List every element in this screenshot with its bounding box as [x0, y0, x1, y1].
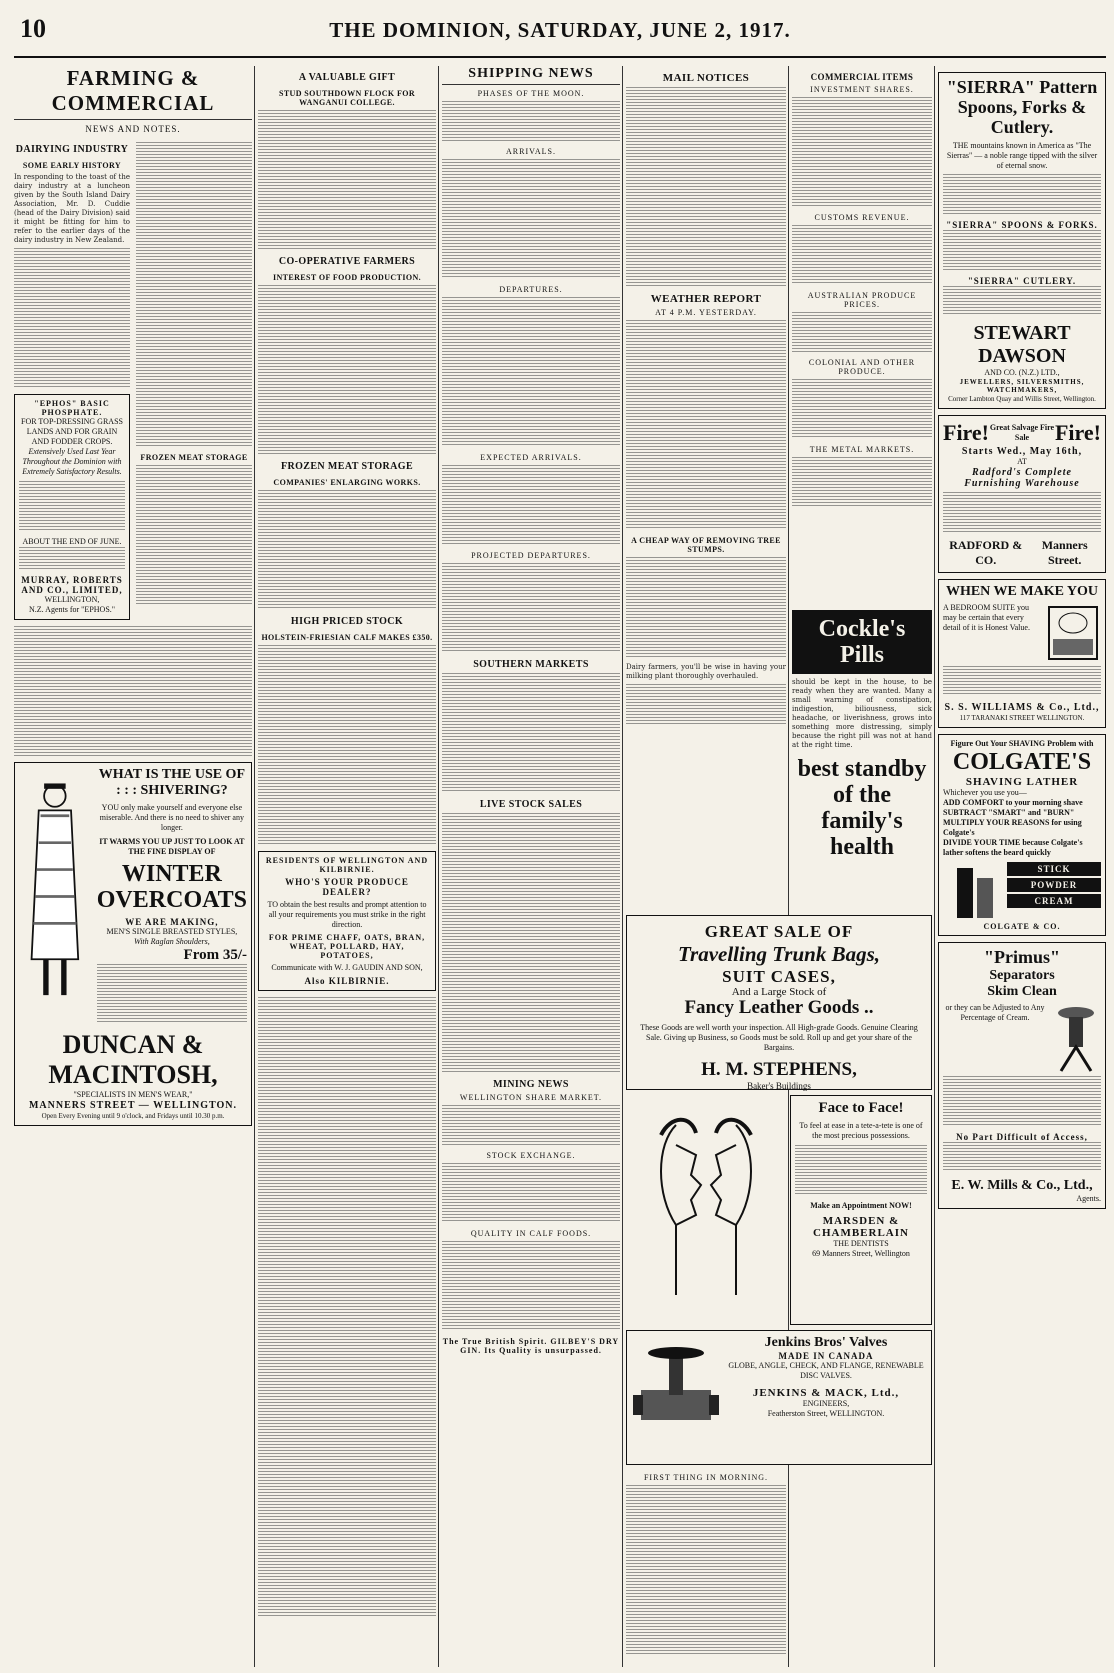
overcoats-ad: WHAT IS THE USE OF : : : SHIVERING? YOU only make yourself and everyone else miserable. And there is no need to shiver any longer. IT WARMS YOU UP JUST TO LOOK AT THE FINE DISPLAY OF WINTER OVERCOATS WE ARE MAKING, MEN'S SINGLE BREASTED STYLES, With Raglan Shoulders, From 35/- DUNCAN & MACINTOSH, "SPECIALISTS IN MEN'S WEAR," MANNERS STREET — WELLINGTON. Open Every Evening until 9 o'clock, and Fridays until 10.30 p.m. — [14, 762, 252, 1126]
cockles-ad: Cockle's Pills should be kept in the house, to be ready when they are wanted. Many a small warning of constipation, indigestion, biliousness, sick headache, or liverishness, grows into something more distressing, simply because the right pill was not at hand at the right time. best standby of the family's health — [792, 610, 932, 940]
man-in-overcoat-icon — [19, 767, 91, 1017]
article-heading: FROZEN MEAT STORAGE — [140, 453, 248, 462]
bedroom-suite-ad: WHEN WE MAKE YOU A BEDROOM SUITE you may be certain that every detail of it is Honest Value. S. S. WILLIAMS & Co., Ltd., 117 TARANAKI STREET WELLINGTON. — [938, 579, 1106, 728]
weather-heading: WEATHER REPORT — [650, 293, 762, 305]
article-heading: A CHEAP WAY OF REMOVING TREE STUMPS. — [631, 536, 781, 554]
column-commercial: COMMERCIAL ITEMS INVESTMENT SHARES. CUSTOMS REVENUE. AUSTRALIAN PRODUCE PRICES. COLONIAL AND OTHER PRODUCE. THE METAL MARKETS. — [792, 66, 932, 1667]
article-heading: LIVE STOCK SALES — [479, 799, 583, 810]
article-subheading: SOME EARLY HISTORY — [22, 161, 122, 170]
two-faces-icon — [636, 1105, 776, 1315]
masthead — [14, 12, 1106, 58]
colgate-ad: Figure Out Your SHAVING Problem with COLGATE'S SHAVING LATHER Whichever you use you— ADD COMFORT to your morning shave SUBTRACT "SMART" and "BURN" MULTIPLY YOUR REASONS for using Colgate's DIVIDE YOUR TIME because Colgate's lather softens the beard quickly STICK POWDER CREAM COLGATE & CO. — [938, 734, 1106, 936]
column-shipping: SHIPPING NEWS PHASES OF THE MOON. ARRIVALS. DEPARTURES. EXPECTED ARRIVALS. PROJECTED DEPARTURES. SOUTHERN MARKETS LIVE STOCK SALES MINING NEWS WELLINGTON SHARE MARKET. STOCK EXCHANGE. QUALITY IN CALF FOODS. The True British Spirit. GILBEY'S DRY GIN. Its Quality is unsurpassed. — [442, 66, 620, 1355]
section-subtitle: NEWS AND NOTES. — [85, 124, 181, 134]
mail-heading: MAIL NOTICES — [662, 72, 750, 84]
sierra-ad: "SIERRA" Pattern Spoons, Forks & Cutlery. THE mountains known in America as "The Sierras" — a noble range tipped with the silver of eternal snow. "SIERRA" SPOONS & FORKS. "SIERRA" CUTLERY. STEWART DAWSON AND CO. (N.Z.) LTD., JEWELLERS, SILVERSMITHS, WATCHMAKERS, Corner Lambton Quay and Willis Street, Wellington. — [938, 72, 1106, 409]
wardrobe-icon — [1045, 603, 1101, 663]
section-title: FARMING & COMMERCIAL — [14, 66, 252, 120]
article-text: In responding to the toast of the dairy industry at a luncheon given by the South Island Dairy Association, Mr. D. Cuddie (head of the Dairy Division) said it might be fitting for him to refer to the earlier days of the dairy industry in New Zealand. — [14, 173, 130, 244]
newspaper-title: THE DOMINION, SATURDAY, JUNE 2, 1917. — [329, 18, 791, 42]
column-farming — [14, 66, 252, 1667]
column-gift: A VALUABLE GIFT STUD SOUTHDOWN FLOCK FOR WANGANUI COLLEGE. CO-OPERATIVE FARMERS INTEREST OF FOOD PRODUCTION. FROZEN MEAT STORAGE COMPANIES' ENLARGING WORKS. HIGH PRICED STOCK HOLSTEIN-FRIESIAN CALF MAKES £350. RESIDENTS OF WELLINGTON AND KILBIRNIE. WHO'S YOUR PRODUCE DEALER? TO obtain the best results and prompt attention to all your requirements you must strike in the right direction. FOR PRIME CHAFF, OATS, BRAN, WHEAT, POLLARD, HAY, POTATOES, Communicate with W. J. GAUDIN AND SON, Also KILBIRNIE. — [258, 66, 436, 1667]
valve-icon — [631, 1335, 721, 1460]
shipping-heading: SHIPPING NEWS — [442, 66, 620, 85]
article-heading: SOUTHERN MARKETS — [473, 659, 589, 670]
fire-sale-ad: Fire! Great Salvage Fire Sale Fire! Starts Wed., May 16th, AT Radford's Complete Furnishing Warehouse RADFORD & CO. Manners Street. — [938, 415, 1106, 573]
article-heading: FROZEN MEAT STORAGE — [280, 461, 414, 472]
commercial-heading: COMMERCIAL ITEMS — [810, 72, 914, 82]
column-ads — [938, 66, 1106, 1667]
article-heading: A VALUABLE GIFT — [298, 72, 396, 83]
produce-dealer-ad: RESIDENTS OF WELLINGTON AND KILBIRNIE. WHO'S YOUR PRODUCE DEALER? TO obtain the best results and prompt attention to all your requirements you must strike in the right direction. FOR PRIME CHAFF, OATS, BRAN, WHEAT, POLLARD, HAY, POTATOES, Communicate with W. J. GAUDIN AND SON, Also KILBIRNIE. — [258, 851, 436, 991]
shaving-stick-icon — [943, 862, 1003, 922]
dentist-ad: Face to Face! To feel at ease in a tete-a-tete is one of the most precious possessions. Make an Appointment NOW! MARSDEN & CHAMBERLAIN THE DENTISTS 69 Manners Street, Wellington — [790, 1095, 932, 1325]
article-subheading: STUD SOUTHDOWN FLOCK FOR WANGANUI COLLEGE. — [278, 89, 416, 107]
cream-separator-icon — [1051, 1003, 1101, 1073]
article-heading: MINING NEWS — [493, 1079, 569, 1090]
trunk-sale-ad: GREAT SALE OF Travelling Trunk Bags, SUIT CASES, And a Large Stock of Fancy Leather Goods .. These Goods are well worth your inspection. All High-grade Goods. Genuine Clearing Sale. Giving up Business, so Goods must be sold. Roll up and get your share of the Bargains. H. M. STEPHENS, Baker's Buildings — [626, 915, 932, 1090]
ephos-ad: "EPHOS" BASIC PHOSPHATE. FOR TOP-DRESSING GRASS LANDS AND FOR GRAIN AND FODDER CROPS. Extensively Used Last Year Throughout the Dominion with Extremely Satisfactory Results. ABOUT THE END OF JUNE. MURRAY, ROBERTS AND CO., LIMITED, WELLINGTON, N.Z. Agents for "EPHOS." — [14, 394, 130, 620]
article-heading: CO-OPERATIVE FARMERS — [278, 256, 416, 267]
article-heading: DAIRYING INDUSTRY — [15, 144, 129, 155]
page-number: 10 — [20, 14, 46, 43]
separator-ad: "Primus" Separators Skim Clean or they can be Adjusted to Any Percentage of Cream. No Part Difficult of Access, E. W. Mills & Co., Ltd., Agents. — [938, 942, 1106, 1209]
jenkins-valves-ad: Jenkins Bros' Valves MADE IN CANADA GLOBE, ANGLE, CHECK, AND FLANGE, RENEWABLE DISC VALVES. JENKINS & MACK, Ltd., ENGINEERS, Featherston Street, WELLINGTON. — [626, 1330, 932, 1465]
article-heading: HIGH PRICED STOCK — [290, 616, 404, 627]
column-mail: MAIL NOTICES WEATHER REPORT AT 4 P.M. YESTERDAY. A CHEAP WAY OF REMOVING TREE STUMPS. Dairy farmers, you'll be wise in having your milking plant thoroughly overhauled. — [626, 66, 786, 1667]
